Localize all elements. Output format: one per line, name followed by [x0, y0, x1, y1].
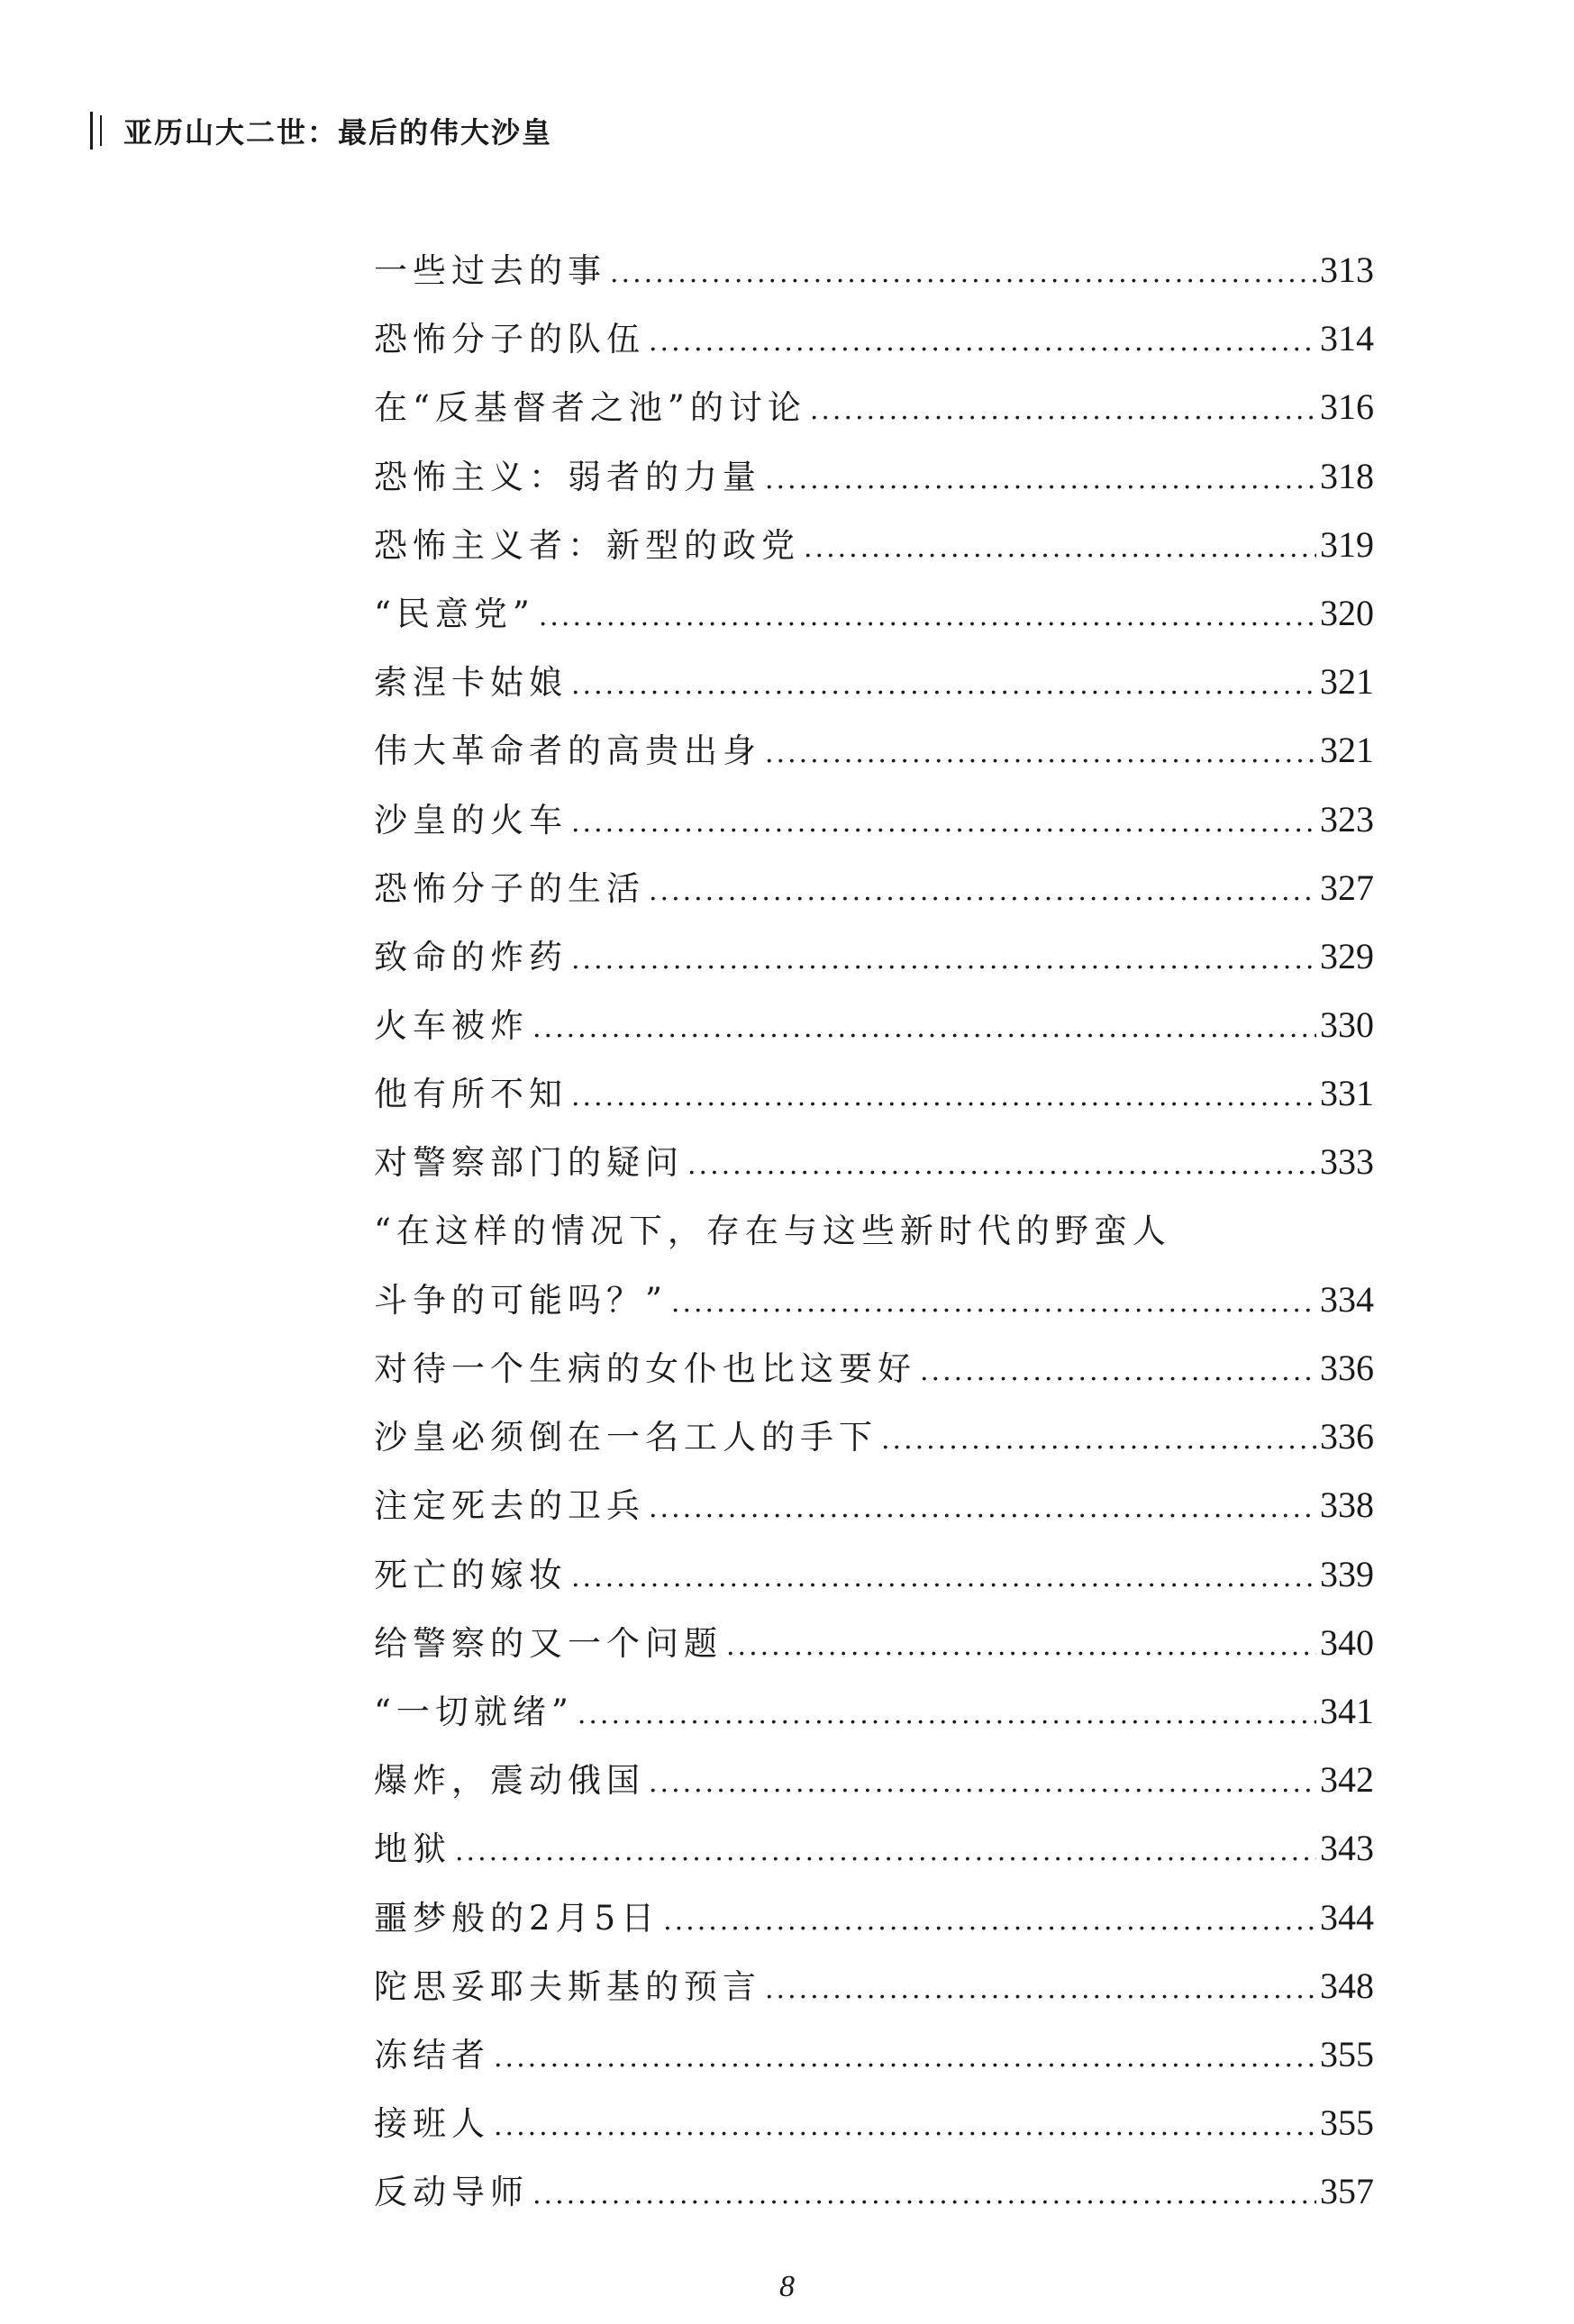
toc-entry-page: 329	[1320, 935, 1374, 976]
toc-entry[interactable]	[374, 1334, 1374, 1403]
toc-entry-title: 给警察的又一个问题	[374, 1623, 723, 1663]
toc-entry-title: 沙皇的火车	[374, 800, 568, 840]
toc-entry-page: 339	[1320, 1553, 1374, 1594]
dot-leader	[571, 926, 1316, 994]
toc-entry-page: 321	[1320, 730, 1374, 771]
toc-entry-title: 索涅卡姑娘	[374, 663, 568, 703]
toc-entry-page: 340	[1320, 1621, 1374, 1663]
toc-entry[interactable]	[374, 1746, 1374, 1814]
toc-entry[interactable]	[374, 854, 1374, 922]
toc-entry[interactable]	[374, 1952, 1374, 2020]
toc-entry-page: 314	[1320, 318, 1374, 359]
toc-entry-title: 噩梦般的2月5日	[374, 1898, 660, 1938]
toc-entry[interactable]	[374, 304, 1374, 373]
toc-entry-page: 331	[1320, 1073, 1374, 1114]
dot-leader	[765, 446, 1316, 514]
dot-leader	[532, 2161, 1316, 2229]
toc-entry-title: 火车被炸	[374, 1006, 529, 1046]
toc-entry-page: 316	[1320, 386, 1374, 428]
toc-entry[interactable]	[374, 1128, 1374, 1196]
toc-entry[interactable]	[374, 991, 1374, 1059]
dot-leader	[810, 377, 1316, 445]
toc-entry-page: 319	[1320, 523, 1374, 565]
toc-entry[interactable]	[374, 922, 1374, 991]
table-of-contents	[374, 236, 1374, 2226]
toc-entry[interactable]	[374, 1884, 1374, 1952]
toc-entry-page: 341	[1320, 1690, 1374, 1731]
toc-entry-page: 336	[1320, 1416, 1374, 1457]
dot-leader	[455, 1818, 1316, 1886]
toc-entry-page: 333	[1320, 1141, 1374, 1183]
toc-entry[interactable]	[374, 236, 1374, 304]
toc-entry-title: 恐怖主义：弱者的力量	[374, 457, 761, 496]
toc-entry-page: 355	[1320, 2102, 1374, 2144]
toc-entry-title: 在“反基督者之池”的讨论	[374, 388, 806, 428]
dot-leader	[687, 1131, 1316, 1200]
dot-leader	[571, 651, 1316, 720]
dot-leader	[649, 308, 1316, 377]
toc-entry[interactable]	[374, 373, 1374, 441]
toc-entry-title: “民意党”	[374, 594, 535, 633]
toc-entry-title: 沙皇必须倒在一名工人的手下	[374, 1418, 878, 1457]
dot-leader	[663, 1887, 1316, 1956]
dot-leader	[765, 1956, 1316, 2024]
toc-entry[interactable]	[374, 2089, 1374, 2157]
toc-entry-page: 330	[1320, 1004, 1374, 1046]
book-title: 亚历山大二世：最后的伟大沙皇	[123, 115, 553, 150]
toc-entry-title: 恐怖分子的队伍	[374, 320, 645, 359]
dot-leader	[571, 789, 1316, 858]
dot-leader	[920, 1338, 1316, 1406]
toc-entry[interactable]	[374, 1266, 1374, 1334]
dot-leader	[649, 1749, 1316, 1818]
toc-entry-page: 338	[1320, 1484, 1374, 1526]
dot-leader	[649, 1475, 1316, 1543]
toc-entry-title: 冻结者	[374, 2035, 490, 2074]
toc-entry-title: 反动导师	[374, 2173, 529, 2212]
toc-entry[interactable]	[374, 511, 1374, 579]
toc-entry-title: 伟大革命者的高贵出身	[374, 731, 761, 771]
toc-entry[interactable]	[374, 442, 1374, 511]
toc-entry-page: 320	[1320, 592, 1374, 633]
page-number: 8	[779, 2270, 795, 2303]
toc-entry-title: 注定死去的卫兵	[374, 1486, 645, 1526]
dot-leader	[726, 1612, 1316, 1681]
toc-entry-title: 地狱	[374, 1829, 451, 1869]
toc-entry-page: 348	[1320, 1965, 1374, 2006]
toc-entry-page: 342	[1320, 1759, 1374, 1801]
toc-entry-title: 对待一个生病的女仆也比这要好	[374, 1349, 916, 1388]
dot-leader	[571, 1063, 1316, 1131]
dot-leader	[578, 1681, 1316, 1749]
toc-entry[interactable]	[374, 2020, 1374, 2089]
toc-entry-page: 357	[1320, 2171, 1374, 2212]
toc-entry[interactable]	[374, 1059, 1374, 1128]
dot-leader	[804, 514, 1316, 583]
toc-entry-page: 336	[1320, 1348, 1374, 1388]
dot-leader	[671, 1269, 1316, 1338]
toc-entry-page: 323	[1320, 798, 1374, 840]
toc-entry-title: “一切就绪”	[374, 1692, 574, 1731]
dot-leader	[532, 994, 1316, 1063]
toc-entry[interactable]	[374, 1609, 1374, 1677]
running-header	[90, 104, 552, 158]
toc-entry-page: 355	[1320, 2033, 1374, 2074]
dot-leader	[881, 1406, 1316, 1475]
header-bar-ornament	[90, 112, 102, 150]
toc-entry-title: 致命的炸药	[374, 937, 568, 976]
dot-leader	[649, 858, 1316, 926]
dot-leader	[610, 240, 1316, 308]
toc-entry-title: 接班人	[374, 2104, 490, 2144]
toc-entry-title: 爆炸，震动俄国	[374, 1761, 645, 1801]
toc-entry[interactable]	[374, 785, 1374, 854]
toc-entry[interactable]	[374, 1540, 1374, 1609]
toc-entry-page: 334	[1320, 1278, 1374, 1320]
toc-entry-page: 313	[1320, 250, 1374, 290]
dot-leader	[494, 2024, 1316, 2093]
toc-entry-page: 344	[1320, 1896, 1374, 1938]
dot-leader	[765, 720, 1316, 788]
toc-entry[interactable]	[374, 579, 1374, 648]
toc-entry[interactable]	[374, 1197, 1374, 1266]
toc-entry-page: 343	[1320, 1828, 1374, 1869]
toc-entry-title: 对警察部门的疑问	[374, 1143, 684, 1183]
toc-entry-title: 陀思妥耶夫斯基的预言	[374, 1966, 761, 2006]
toc-entry-title: 他有所不知	[374, 1075, 568, 1114]
toc-entry-title: 死亡的嫁妆	[374, 1555, 568, 1594]
toc-entry-title: 斗争的可能吗？”	[374, 1280, 668, 1320]
toc-entry-page: 318	[1320, 455, 1374, 496]
dot-leader	[539, 583, 1316, 651]
dot-leader	[571, 1544, 1316, 1612]
toc-entry-title: “在这样的情况下，存在与这些新时代的野蛮人	[374, 1211, 1171, 1250]
toc-entry[interactable]	[374, 1677, 1374, 1746]
toc-entry[interactable]	[374, 1814, 1374, 1883]
toc-entry-title: 恐怖分子的生活	[374, 868, 645, 908]
toc-entry-title: 一些过去的事	[374, 251, 606, 290]
toc-entry[interactable]	[374, 716, 1374, 785]
toc-entry[interactable]	[374, 1471, 1374, 1539]
dot-leader	[494, 2093, 1316, 2161]
toc-entry[interactable]	[374, 1403, 1374, 1471]
toc-entry[interactable]	[374, 2157, 1374, 2226]
toc-entry-page: 327	[1320, 867, 1374, 908]
toc-entry-title: 恐怖主义者：新型的政党	[374, 525, 800, 565]
toc-entry-page: 321	[1320, 661, 1374, 703]
toc-entry[interactable]	[374, 648, 1374, 716]
